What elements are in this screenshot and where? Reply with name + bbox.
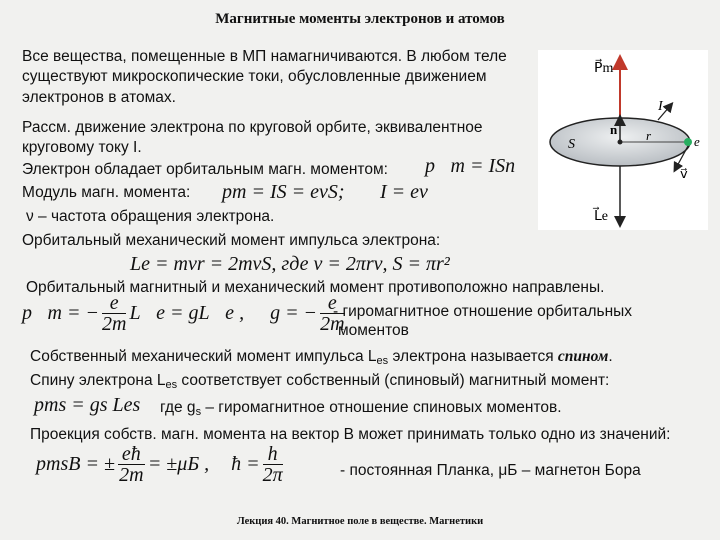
intro-line-2: существуют микроскопические токи, обусловленные движением [22, 68, 487, 85]
g-num: e [320, 293, 344, 314]
orbit-diagram-svg [538, 50, 708, 230]
spin-def-suffix: . [608, 348, 613, 365]
gyro-desc-1: - гиромагнитное отношение орбитальных [333, 303, 633, 320]
S-label: S [568, 137, 575, 152]
opposite-text: Орбитальный магнитный и механический момент противоположно направлены. [26, 279, 605, 296]
hbar-fraction [263, 444, 283, 485]
hbar-num: h [263, 444, 283, 465]
spin-desc-suffix: – гиромагнитное отношение спиновых моментов. [201, 399, 562, 416]
orbital-moment-text: Электрон обладает орбитальным магн. моментом: [22, 161, 388, 178]
n-label: n⃗ [610, 122, 628, 137]
intro-line-3: электронов в атомах. [22, 89, 176, 106]
gyro-formula [22, 293, 348, 334]
Le-label: L⃗e [594, 209, 609, 224]
electron-dot [684, 138, 692, 146]
bohr-formula [36, 444, 286, 485]
lecture-footer: Лекция 40. Магнитное поле в веществе. Магнетики [236, 516, 484, 527]
spin-formula-desc [160, 399, 562, 421]
r-label: r [646, 128, 652, 143]
mech-moment-formula: Le = mvr = 2mνS, где v = 2πrν, S = πr² [130, 253, 450, 275]
spin-moment-sub: es [165, 379, 178, 391]
modulus-formula-2: I = eν [380, 181, 428, 203]
spin-desc-sub: s [195, 406, 202, 418]
spin-moment-text [30, 372, 609, 394]
spin-moment-suffix: соответствует собственный (спиновый) магнитный момент: [177, 372, 610, 389]
modulus-text: Модуль магн. момента: [22, 184, 191, 201]
spin-word: спином [557, 348, 609, 365]
orbit-center [618, 140, 623, 145]
bohr-num: eħ [118, 444, 145, 465]
I-label: I [658, 99, 663, 114]
orbit-line-1: Рассм. движение электрона по круговой орбите, эквивалентное [22, 119, 483, 136]
pm-label: P⃗m [594, 61, 614, 76]
gyro-rhs: L⃗e = gL⃗e , [129, 302, 245, 324]
bohr-mid: = ±μБ , [147, 453, 210, 475]
spin-moment-prefix: Спину электрона L [30, 372, 166, 389]
gyro-lhs: p⃗m = − [22, 302, 99, 324]
bohr-desc: - постоянная Планка, μБ – магнетон Бора [340, 462, 641, 479]
spin-def-prefix: Собственный механический момент импульса L [30, 348, 377, 365]
spin-def-mid: электрона называется [388, 348, 558, 365]
gyro-num: e [102, 293, 126, 314]
frequency-text: ν – частота обращения электрона. [26, 208, 275, 225]
gyro-fraction [102, 293, 126, 334]
modulus-formula-1: pm = IS = eνS; [222, 181, 345, 203]
spin-desc-prefix: где g [160, 399, 196, 416]
g-den: 2m [320, 313, 345, 335]
e-label: e [694, 134, 700, 149]
page-title: Магнитные моменты электронов и атомов [215, 11, 505, 27]
bohr-lhs: pmsB = ± [36, 453, 115, 475]
gyro-den: 2m [102, 313, 127, 335]
orbit-line-2: круговому току I. [22, 139, 142, 156]
v-label: v⃗ [680, 166, 688, 181]
orbital-moment-formula: p⃗m = ISn⃗ [425, 155, 531, 177]
bohr-fraction [118, 444, 145, 485]
projection-text: Проекция собств. магн. момента на вектор B может принимать только одно из значений: [30, 426, 671, 443]
bohr-den: 2m [119, 464, 144, 486]
spin-formula: pms = gs Les [34, 394, 141, 416]
hbar-lhs: ħ = [231, 453, 260, 475]
intro-line-1: Все вещества, помещенные в МП намагничиваются. В любом теле [22, 48, 507, 65]
orbit-diagram [538, 50, 708, 230]
spin-definition [30, 348, 613, 370]
mech-moment-text: Орбитальный механический момент импульса электрона: [22, 232, 441, 249]
hbar-den: 2π [262, 464, 283, 486]
g-lhs: g = − [270, 302, 318, 324]
spin-def-sub: es [376, 355, 389, 367]
gyro-desc-2: моментов [338, 322, 409, 339]
